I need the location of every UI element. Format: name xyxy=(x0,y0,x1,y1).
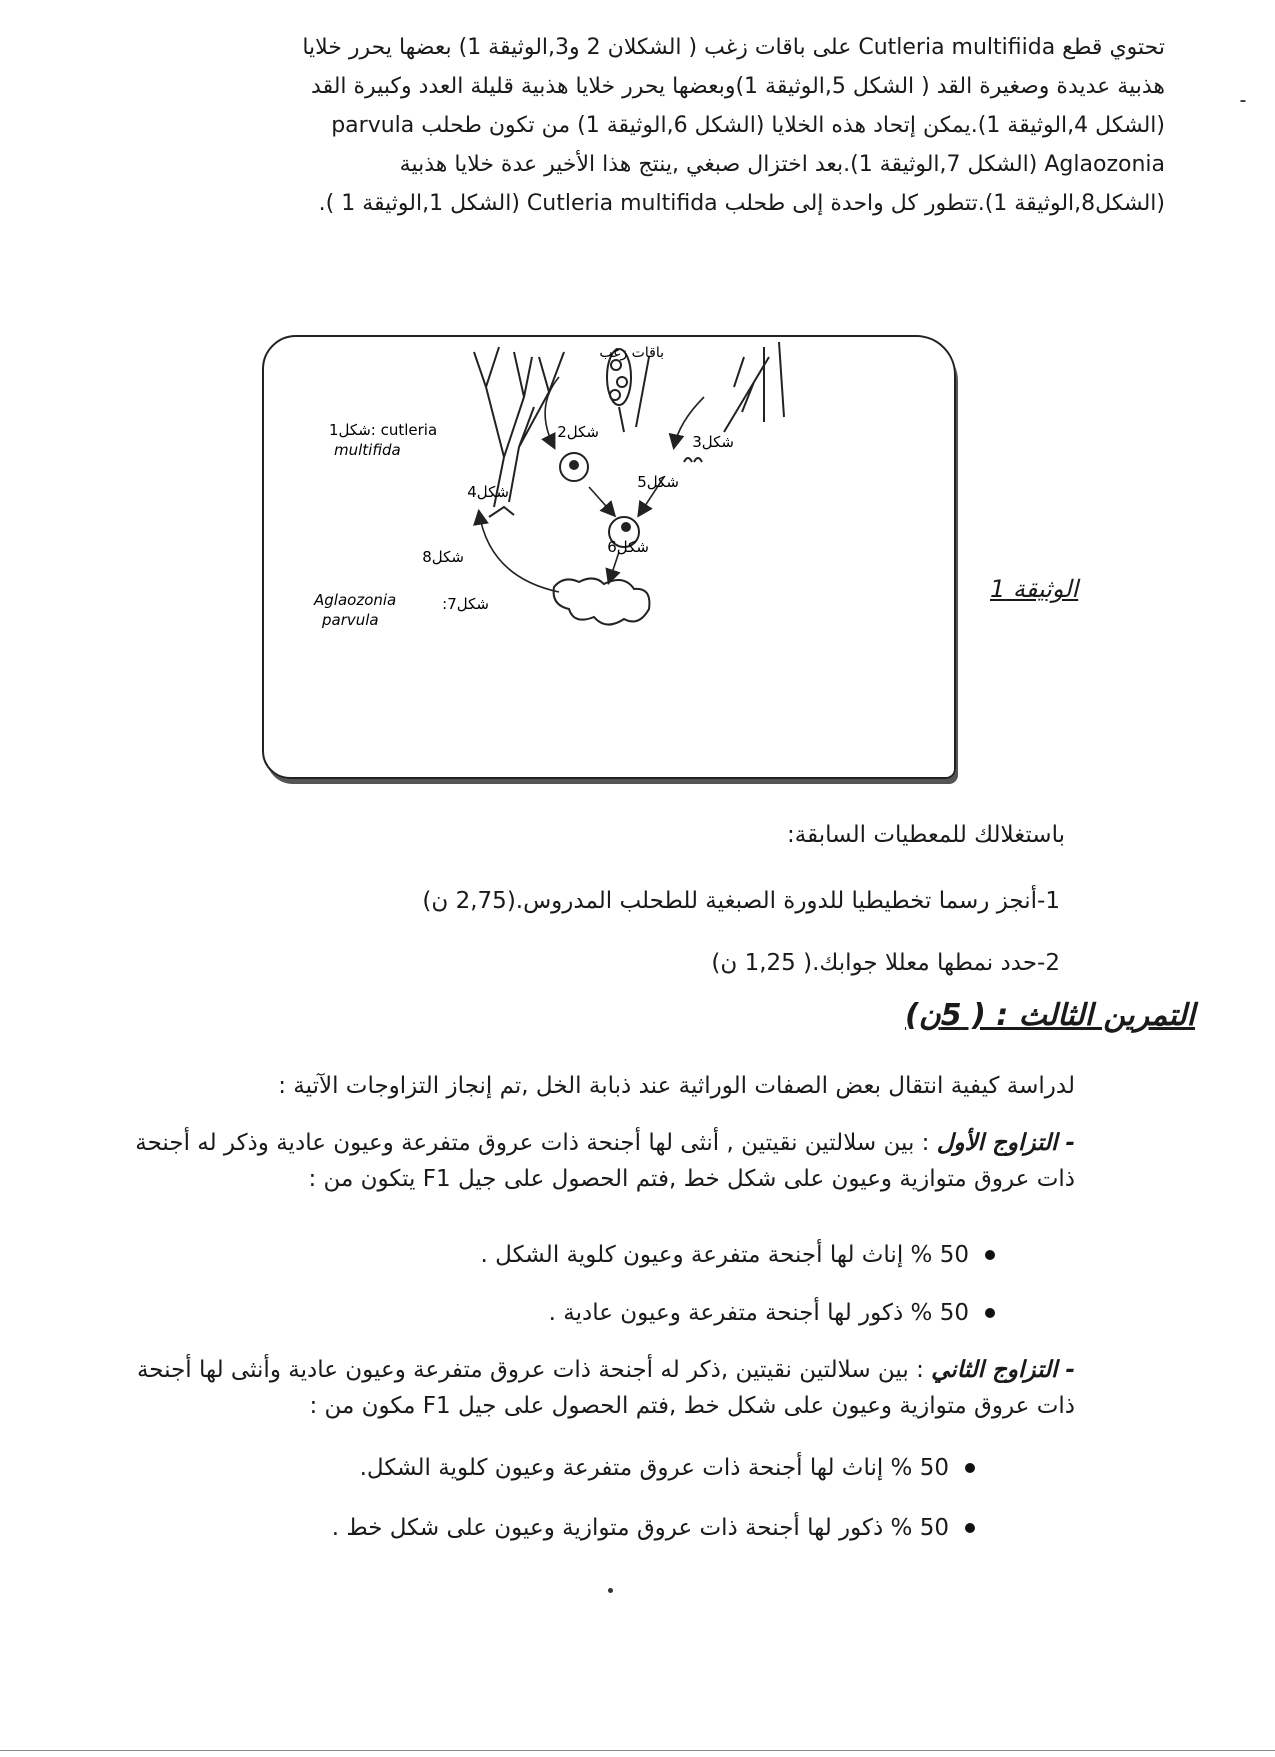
cross-2-paragraph xyxy=(135,1352,1075,1424)
fig6-label: شكل6 xyxy=(607,538,649,556)
cross-2-result: 50 % ذكور لها أجنحة ذات عروق متوازية وعيون على شكل خط . xyxy=(332,1515,975,1541)
document-1-label: الوثيقة 1 xyxy=(990,575,1079,603)
fig2-label: شكل2 xyxy=(557,423,599,441)
cross-2-text: : بين سلالتين نقيتين ,ذكر له أجنحة ذات عروق متفرعة وعيون عادية وأنثى لها أجنحة ذات عروق متوازية وعيون على شكل خط ,فتم الحصول على جيل F1 مكون من : xyxy=(136,1357,1075,1419)
cross-1-result: 50 % إناث لها أجنحة متفرعة وعيون كلوية الشكل . xyxy=(481,1242,995,1268)
cross-2-result: 50 % إناث لها أجنحة ذات عروق متفرعة وعيون كلوية الشكل. xyxy=(360,1455,975,1481)
intro-line: (الشكل 4,الوثيقة 1).يمكن إتحاد هذه الخلايا (الشكل 6,الوثيقة 1) من تكون طحلب parvula xyxy=(331,113,1165,138)
fig4-label: شكل4 xyxy=(467,483,509,501)
cross-1-text: : بين سلالتين نقيتين , أنثى لها أجنحة ذات عروق متفرعة وعيون عادية وذكر له أجنحة ذات عروق متوازية وعيون على شكل خط ,فتم الحصول على جيل F1 يتكون من : xyxy=(135,1130,1075,1192)
zoid-cell-drawings xyxy=(560,453,702,547)
fig5-label: شكل5 xyxy=(637,473,679,491)
intro-paragraph xyxy=(230,28,1165,223)
aglaozonia-thallus-drawing xyxy=(554,578,650,624)
tufts-label: باقات زغب xyxy=(599,345,664,361)
document-1-figure xyxy=(262,335,956,779)
cross-2-title: - التزاوج الثاني xyxy=(931,1357,1075,1383)
footer-divider xyxy=(0,1750,1275,1751)
intro-line: Aglaozonia (الشكل 7,الوثيقة 1).بعد اختزال صبغي ,ينتج هذا الأخير عدة خلايا هذبية xyxy=(399,152,1165,177)
fig8-label: شكل8 xyxy=(422,548,464,566)
fig3-label: شكل3 xyxy=(692,433,734,451)
cross-1-result: 50 % ذكور لها أجنحة متفرعة وعيون عادية . xyxy=(549,1300,995,1326)
intro-line: تحتوي قطع Cutleria multifiida على باقات زغب ( الشكلان 2 و3,الوثيقة 1) بعضها يحرر خلايا xyxy=(302,35,1165,60)
bullet-icon xyxy=(985,1250,995,1260)
life-cycle-diagram xyxy=(264,337,954,777)
bullet-icon xyxy=(965,1523,975,1533)
scan-speck xyxy=(1240,100,1246,102)
fig7-label: شكل7: xyxy=(442,595,489,613)
parvula-label: parvula xyxy=(322,611,379,629)
exercise-3-intro: لدراسة كيفية انتقال بعض الصفات الوراثية عند ذبابة الخل ,تم إنجاز التزاوجات الآتية : xyxy=(278,1073,1075,1099)
questions-intro: باستغلالك للمعطيات السابقة: xyxy=(787,822,1065,848)
scan-speck xyxy=(608,1588,613,1593)
intro-line: (الشكل8,الوثيقة 1).تتطور كل واحدة إلى طحلب Cutleria multifida (الشكل 1,الوثيقة 1 ). xyxy=(318,191,1165,216)
intro-line: هذبية عديدة وصغيرة القد ( الشكل 5,الوثيقة 1)وبعضها يحرر خلايا هذبية قليلة العدد وكبيرة القد xyxy=(311,74,1165,99)
question-1: 1-أنجز رسما تخطيطيا للدورة الصبغية للطحلب المدروس.(2,75 ن) xyxy=(422,888,1060,914)
fig1-species-label: multifida xyxy=(334,441,401,459)
bullet-icon xyxy=(985,1308,995,1318)
question-2: 2-حدد نمطها معللا جوابك.( 1,25 ن) xyxy=(711,950,1060,976)
exercise-3-title: التمرين الثالث : ( 5ن) xyxy=(905,998,1195,1033)
cross-1-title: - التزاوج الأول xyxy=(936,1130,1075,1156)
fig1-label: شكل1: cutleria xyxy=(329,421,438,439)
aglaozonia-label: Aglaozonia xyxy=(314,591,397,609)
cross-1-paragraph xyxy=(135,1125,1075,1197)
bullet-icon xyxy=(965,1463,975,1473)
